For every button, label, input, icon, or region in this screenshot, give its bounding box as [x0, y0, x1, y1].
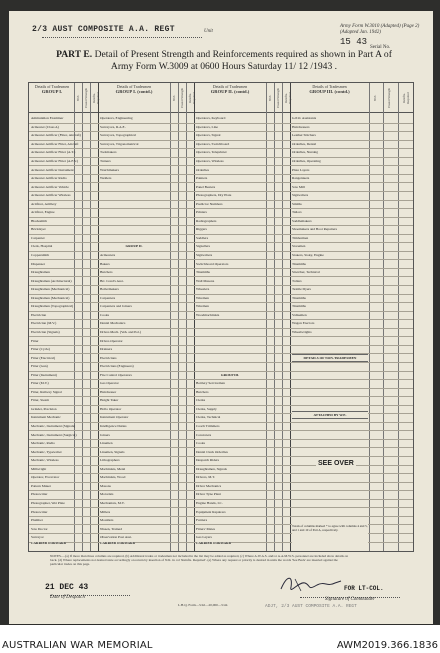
trade-row-label: Saddlemakers: [292, 218, 312, 223]
row-rule: [29, 242, 413, 243]
row-rule: [29, 131, 413, 132]
trade-row-label: Armourer Artificer (Fitter, Aircraft): [31, 133, 81, 138]
trade-row-label: Painters: [196, 176, 208, 181]
trade-row-label: Artificer, Engine: [31, 210, 55, 215]
trade-row-label: Saddlers: [196, 235, 209, 240]
trade-row-label: Draughtsman (Mechanical): [31, 295, 70, 300]
trade-row-label: Plumber: [31, 518, 43, 523]
row-rule: [29, 456, 413, 457]
trade-row-label: Saw Doctor: [31, 526, 48, 531]
trade-row-label: Machinists, Wood: [100, 475, 126, 480]
trade-row-label: Dental Mechanics: [100, 321, 126, 326]
trade-row-label: Tinsmiths: [292, 261, 306, 266]
trade-row-label: Hairdressers: [292, 124, 310, 129]
trade-row-label: Bricklayer: [31, 227, 46, 232]
we-header: W.E.: [373, 94, 377, 102]
trade-row-label: Draughtsman (Mechanical): [31, 287, 70, 292]
trade-row-label: Butchers: [100, 270, 113, 275]
trade-row-label: Intelligence Duties: [100, 424, 127, 428]
posted-header: Posted Strength: [276, 87, 280, 109]
unit-label: Unit: [204, 29, 213, 34]
row-rule: [29, 200, 413, 201]
commander-signature: [277, 571, 387, 597]
trade-row-label: Coppersmith: [31, 253, 50, 257]
row-rule: [29, 507, 413, 508]
trade-row-label: Orderlies: [196, 167, 210, 172]
trade-row-label: Mechanic, Typewriter: [31, 449, 62, 454]
row-rule: [29, 234, 413, 235]
trade-row-label: Mechanic, Radio: [31, 441, 55, 446]
trade-row-label: Fitter (Instrument): [31, 372, 57, 377]
row-rule: [29, 439, 413, 440]
trade-row-label: Furriers: [196, 518, 208, 523]
row-rule: [29, 123, 413, 124]
trade-row-label: Instrument Mechanic: [31, 415, 61, 420]
trade-row-label: Electricians (Engineers): [100, 364, 134, 369]
trade-row-label: Machinists, Metal: [100, 466, 126, 471]
trade-row-label: Engine Hands, I.C.: [196, 500, 223, 505]
trade-row-label: Radiographers: [196, 218, 217, 223]
trade-row-label: Operators, Signal: [196, 133, 221, 138]
posted-header: Posted Strength: [84, 87, 88, 109]
trade-row-label: Surveyors, R.A.E.: [100, 124, 126, 129]
row-rule: [29, 217, 413, 218]
totals-note: Totals of columns marked * to agree with columns 4 and 5, and 1 and 10 of Part A, respectively.: [292, 524, 368, 550]
trade-row-label: Moulders: [100, 518, 114, 523]
trade-row-label: Clerks, Supply: [196, 406, 217, 411]
reinf-header: Reinfts. Required: [402, 92, 410, 104]
carried-forward-1: CARRIED FORWARD: [31, 541, 67, 545]
header-rule: [29, 112, 413, 113]
trade-row-label: Storemen: [292, 244, 306, 249]
trade-row-label: Wheelers: [196, 287, 210, 292]
trade-row-label: Despatch Riders: [196, 458, 220, 463]
form-reference: Army Form W.3010 (Adapted) (Page 2) (Adapted Jan. 1942): [340, 24, 420, 35]
trade-row-label: Gas Layers: [196, 535, 212, 540]
row-rule: [29, 140, 413, 141]
trade-row-label: Linemen: [100, 441, 113, 446]
dispatch-label: Date of Despatch: [50, 595, 130, 600]
row-rule: [29, 285, 413, 286]
trade-row-label: Armourers: [100, 253, 116, 257]
unit-name: 2/3 AUST COMPOSITE A.A. REGT: [32, 25, 175, 34]
row-rule: [29, 165, 413, 166]
trade-row-label: Orderlies, Nursing: [292, 150, 319, 155]
trade-row-label: Electrician: [31, 312, 47, 317]
trade-row-label: Millwright: [31, 466, 47, 471]
strength-table: [28, 82, 414, 552]
row-rule: [29, 490, 413, 491]
trade-row-label: Fitter (Electrical): [31, 355, 56, 360]
trade-row-label: Fitter, Steam: [31, 398, 49, 403]
trade-row-label: Fitter (M.V.): [31, 381, 49, 386]
nontrades-heading: DETAILS OF NON-TRADESMEN: [292, 354, 368, 362]
trade-row-label: Height Taker: [100, 398, 119, 403]
trade-row-label: Tinsmiths: [196, 270, 210, 275]
trade-row-label: Textile Dyers: [292, 287, 311, 292]
trade-row-label: Brr. Cond's Asst.: [100, 278, 124, 283]
trade-row-label: Tollers: [292, 278, 302, 283]
attached-heading: ATTACHED BY W.E.: [292, 411, 368, 419]
reinf-header: Reinfts. Required: [188, 92, 196, 104]
trade-row-label: GROUP II.: [125, 244, 143, 249]
trade-row-label: Electrician (M.V.): [31, 321, 57, 326]
row-rule: [29, 251, 413, 252]
trade-row-label: Timbermen: [292, 235, 309, 240]
reinf-header: Reinfts. Required: [92, 92, 100, 104]
trade-row-label: Cooks: [196, 441, 205, 446]
trade-row-label: Armourer Artificer Fitter, Aircraft: [31, 141, 79, 146]
trade-row-label: Fitter, Railway Signal: [31, 389, 62, 394]
trade-row-label: Armourer Artificer Radio: [31, 176, 67, 181]
trade-row-label: Armourer Artificer Vehicle: [31, 184, 69, 189]
trade-row-label: Smiths: [292, 201, 302, 206]
trade-row-label: Blacksmith: [31, 218, 47, 223]
row-rule: [29, 208, 413, 209]
trade-row-label: Wiremen: [196, 295, 209, 300]
trade-row-label: Switchboard Operators: [196, 261, 229, 266]
serial-value: 15 43: [340, 37, 368, 47]
row-rule: [29, 302, 413, 303]
group1-cont-header: Details of Tradesmen GROUP I. (contd.): [115, 84, 153, 94]
trade-row-label: Tailors: [292, 210, 302, 215]
trade-row-label: Toolmakers: [100, 150, 117, 155]
trade-row-label: Operators, Switchboard: [196, 141, 230, 146]
trade-row-label: Driver-Mech. (Veh. and Pol.): [100, 329, 141, 334]
form-title: [44, 49, 404, 73]
row-rule: [29, 311, 413, 312]
trade-row-label: Boilermakers: [100, 287, 119, 292]
trade-row-label: Dental Clerk Orderlies: [196, 449, 228, 454]
trade-row-label: Bakers: [100, 261, 110, 266]
row-rule: [29, 157, 413, 158]
trade-row-label: Cooks: [100, 312, 109, 317]
unit-underline: [42, 37, 202, 38]
trade-row-label: Shoemakers and Boot Repairers: [292, 227, 338, 232]
trade-row-label: Operators, Wireless: [196, 158, 224, 163]
trade-row-label: Clerk, Hospital: [31, 244, 53, 249]
trade-row-label: Riggers: [196, 227, 207, 232]
source-caption: AUSTRALIAN WAR MEMORIAL: [2, 640, 153, 651]
group1-header: Details of Tradesmen GROUP I.: [34, 84, 70, 94]
print-reference: L.H.Q. Form—5/42—20,000—5/42.: [178, 603, 229, 607]
row-rule: [29, 473, 413, 474]
trade-row-label: Clerks: [196, 398, 206, 403]
trade-row-label: Instrument Operator: [100, 415, 129, 420]
trade-row-label: Operators, Teleprinter: [196, 150, 227, 155]
posted-header: Posted Strength: [180, 87, 184, 109]
trade-row-label: Butchers: [196, 389, 209, 394]
trade-row-label: Orderlies, Operating: [292, 158, 321, 163]
trade-row-label: Carpenter: [31, 235, 45, 240]
trade-row-label: Concreters: [196, 432, 212, 437]
row-rule: [29, 362, 413, 363]
serial-label: Serial No.: [370, 45, 391, 50]
row-rule: [29, 422, 413, 423]
trade-row-label: Surveyors, Topographical: [100, 133, 137, 138]
row-rule: [29, 430, 413, 431]
trade-row-label: Mechanic, Instrument (Surgical): [31, 432, 77, 437]
trade-row-label: Carpenters and Joiners: [100, 304, 132, 309]
trade-row-label: Carpenters: [100, 295, 116, 300]
row-rule: [29, 328, 413, 329]
trade-row-label: G.P.O. Assistants: [292, 116, 317, 121]
group2-cont-header: Details of Tradesmen GROUP II. (contd.): [210, 84, 250, 94]
row-rule: [29, 225, 413, 226]
trade-row-label: Draughtsmen, Signals: [196, 466, 227, 471]
we-header: W.E.: [268, 94, 272, 102]
trade-row-label: Watchmakers: [100, 167, 119, 172]
row-rule: [29, 371, 413, 372]
signature-label: Signature of Commander: [300, 597, 400, 602]
trade-row-label: Printers: [196, 210, 207, 215]
row-rule: [29, 379, 413, 380]
row-rule: [29, 499, 413, 500]
trade-row-label: Rangetakers: [292, 176, 310, 181]
trade-row-label: Hairdresser: [100, 389, 117, 394]
trade-row-label: Wall Masons: [196, 278, 215, 283]
trade-row-label: Nissen, Trained: [100, 526, 122, 531]
row-rule: [29, 294, 413, 295]
row-rule: [29, 182, 413, 183]
row-rule: [29, 268, 413, 269]
row-rule: [29, 148, 413, 149]
trade-row-label: Wagon Erectors: [292, 321, 315, 326]
trade-row-label: Wheelwrights: [292, 329, 312, 334]
trade-row-label: Fitters' Mates: [196, 526, 216, 531]
see-over-stamp: SEE OVER: [318, 460, 354, 467]
we-header: W.E.: [172, 94, 176, 102]
trade-row-label: Observation Post Asst.: [100, 535, 132, 540]
group3-cont-header: Details of Tradesmen GROUP III. (contd.): [309, 84, 350, 94]
part-label: PART E.: [56, 49, 93, 60]
trade-row-label: Orderlies, Dental: [292, 141, 317, 146]
trade-row-label: Operators, Keyboard: [196, 116, 226, 121]
trade-row-label: Signwriters: [196, 253, 213, 257]
trade-row-label: Operators, Engineering: [100, 116, 133, 121]
trade-row-label: Wiremen: [196, 304, 209, 309]
row-rule: [29, 259, 413, 260]
trade-row-label: Draughtsman (Topographical): [31, 304, 74, 309]
trade-row-label: Ammunition Examiner: [31, 116, 64, 121]
trade-row-label: Tinsmiths: [292, 295, 306, 300]
reinf-header: Reinfts. Required: [284, 92, 292, 104]
for-ltcol: FOR LT-COL.: [344, 585, 384, 592]
trade-row-label: Gas Operator: [100, 381, 119, 386]
trade-row-label: Predictor Numbers: [196, 201, 223, 206]
trade-row-label: Stretcher, Technical: [292, 270, 320, 275]
trade-row-label: Tinsmiths: [292, 304, 306, 309]
trade-row-label: Woodmachinists: [196, 312, 220, 317]
trade-row-label: Artificer, Artillery: [31, 201, 57, 206]
trade-row-label: Photowriter: [31, 492, 48, 497]
dispatch-date: 21 DEC 43: [45, 583, 89, 592]
trade-row-label: Lithographers: [100, 458, 120, 463]
adjutant-stamp: ADJT, 2/3 AUST COMPOSITE A.A. REGT: [265, 604, 357, 609]
trade-row-label: Armourer Artificer Fitter (A.T.): [31, 150, 76, 155]
trade-row-label: Masons: [100, 483, 111, 488]
trade-row-label: Armourer Artificer Instrument: [31, 167, 74, 172]
row-rule: [29, 405, 413, 406]
trade-row-label: Bottlery Serviceman: [196, 381, 225, 386]
trade-row-label: Armourer Artificer Wireless: [31, 193, 71, 198]
row-rule: [29, 276, 413, 277]
trade-row-label: Signallers: [196, 244, 210, 249]
trade-row-label: Photographer, Wet Plate: [31, 500, 65, 505]
row-rule: [29, 516, 413, 517]
row-rule: [29, 447, 413, 448]
trade-row-label: Fitter: [31, 338, 39, 343]
trade-row-label: Photowriter: [31, 509, 48, 514]
row-rule: [29, 388, 413, 389]
trade-row-label: Turners: [100, 158, 111, 163]
trade-row-label: Operators, Line: [196, 124, 218, 129]
row-rule: [29, 396, 413, 397]
trade-row-label: Coach Trimmers: [196, 424, 220, 428]
trade-row-label: Grinder, Precision: [31, 406, 57, 411]
trade-row-label: Stokers, Stoky, Engine: [292, 253, 324, 257]
trade-row-label: Pattern Maker: [31, 483, 51, 488]
trade-row-label: Drivers, M.T.: [196, 475, 215, 480]
trade-row-label: Draughtsman (Architectural): [31, 278, 72, 283]
trade-row-label: Electricians: [100, 355, 117, 360]
row-rule: [29, 191, 413, 192]
trade-row-label: Panel Beaters: [196, 184, 216, 189]
carried-forward-2: CARRIED FORWARD: [100, 541, 136, 545]
accession-number: AWM2019.366.1836: [336, 640, 438, 651]
trade-row-label: Welders: [100, 176, 112, 181]
trade-row-label: Driver Tyne Plant: [196, 492, 221, 497]
row-rule: [29, 174, 413, 175]
trade-row-label: Surveyors, Trigonometrical: [100, 141, 139, 146]
trade-row-label: Surveyor: [31, 535, 44, 540]
trade-row-label: Motorists: [100, 492, 114, 497]
trade-row-label: Joiners: [100, 432, 110, 437]
trade-row-label: Valisemen: [292, 312, 307, 317]
trade-row-label: Hollo Operator: [100, 406, 122, 411]
trade-row-label: Linemen, Signals: [100, 449, 125, 454]
trade-row-label: Operator, Excavator: [31, 475, 60, 480]
trade-row-label: Saw Mill: [292, 184, 305, 189]
trade-row-label: GROUP III.: [220, 372, 240, 377]
carried-forward-3: CARRIED FORWARD: [196, 541, 232, 545]
trade-row-label: Driver Mechanics: [196, 483, 222, 488]
trade-row-label: Equipment Repairers: [196, 509, 226, 514]
trade-row-label: Mechanic, Instrument (Signals): [31, 424, 76, 428]
trade-row-label: Signwriters: [292, 193, 309, 198]
trade-row-label: Armourer Artificer Fitter (A.F.V.): [31, 158, 79, 163]
we-header: W.E.: [76, 94, 80, 102]
trade-row-label: Millers: [100, 509, 111, 514]
posted-header: Posted Strength: [387, 87, 391, 109]
trade-row-label: Mechanic, Wireless: [31, 458, 59, 463]
trade-row-label: Leather Stitchers: [292, 133, 316, 138]
trade-row-label: Photographers, Dry Plate: [196, 193, 232, 198]
trade-row-label: Electrician (Signals): [31, 329, 60, 334]
trade-row-label: Clerks, Technical: [196, 415, 221, 420]
trade-row-label: Fitter (Cycle): [31, 347, 50, 352]
footnotes: NOTES.—(a) If more than three columns are required, (b) Additional trades or tradesmen not included in the list may be added as required, (c) Where A.W.A.S. and/or A.A.M.W.S. personnel are included show details on back. (d) Where replacements not desired state accordingly on return by insertion of N.R. in col 'Reinfts. Required'. (e) Where any request or priority is desired in units the words 'See Back' are inserted against the particular trades on this page.: [50, 554, 349, 567]
row-rule: [29, 345, 413, 346]
trade-row-label: Driver-Operator: [100, 338, 123, 343]
trade-row-label: Draughtsman: [31, 270, 50, 275]
trade-row-label: Plate Layers: [292, 167, 310, 172]
trade-row-label: Dispenser: [31, 261, 45, 266]
trade-row-label: Fire Control Operators: [100, 372, 132, 377]
trade-row-label: Armourer (Class A): [31, 124, 59, 129]
trade-row-label: Drainers: [100, 347, 113, 352]
row-rule: [29, 336, 413, 337]
trade-row-label: Fitter (Gun): [31, 364, 48, 369]
trade-row-label: Mechanists, M.V.: [100, 500, 125, 505]
row-rule: [29, 482, 413, 483]
title-text: Detail of Present Strength and Reinforcements required as shown in Part A of Army Form W.3009 at 0600 Hours Saturday 11/ 12 /1943 .: [94, 49, 392, 72]
row-rule: [29, 319, 413, 320]
